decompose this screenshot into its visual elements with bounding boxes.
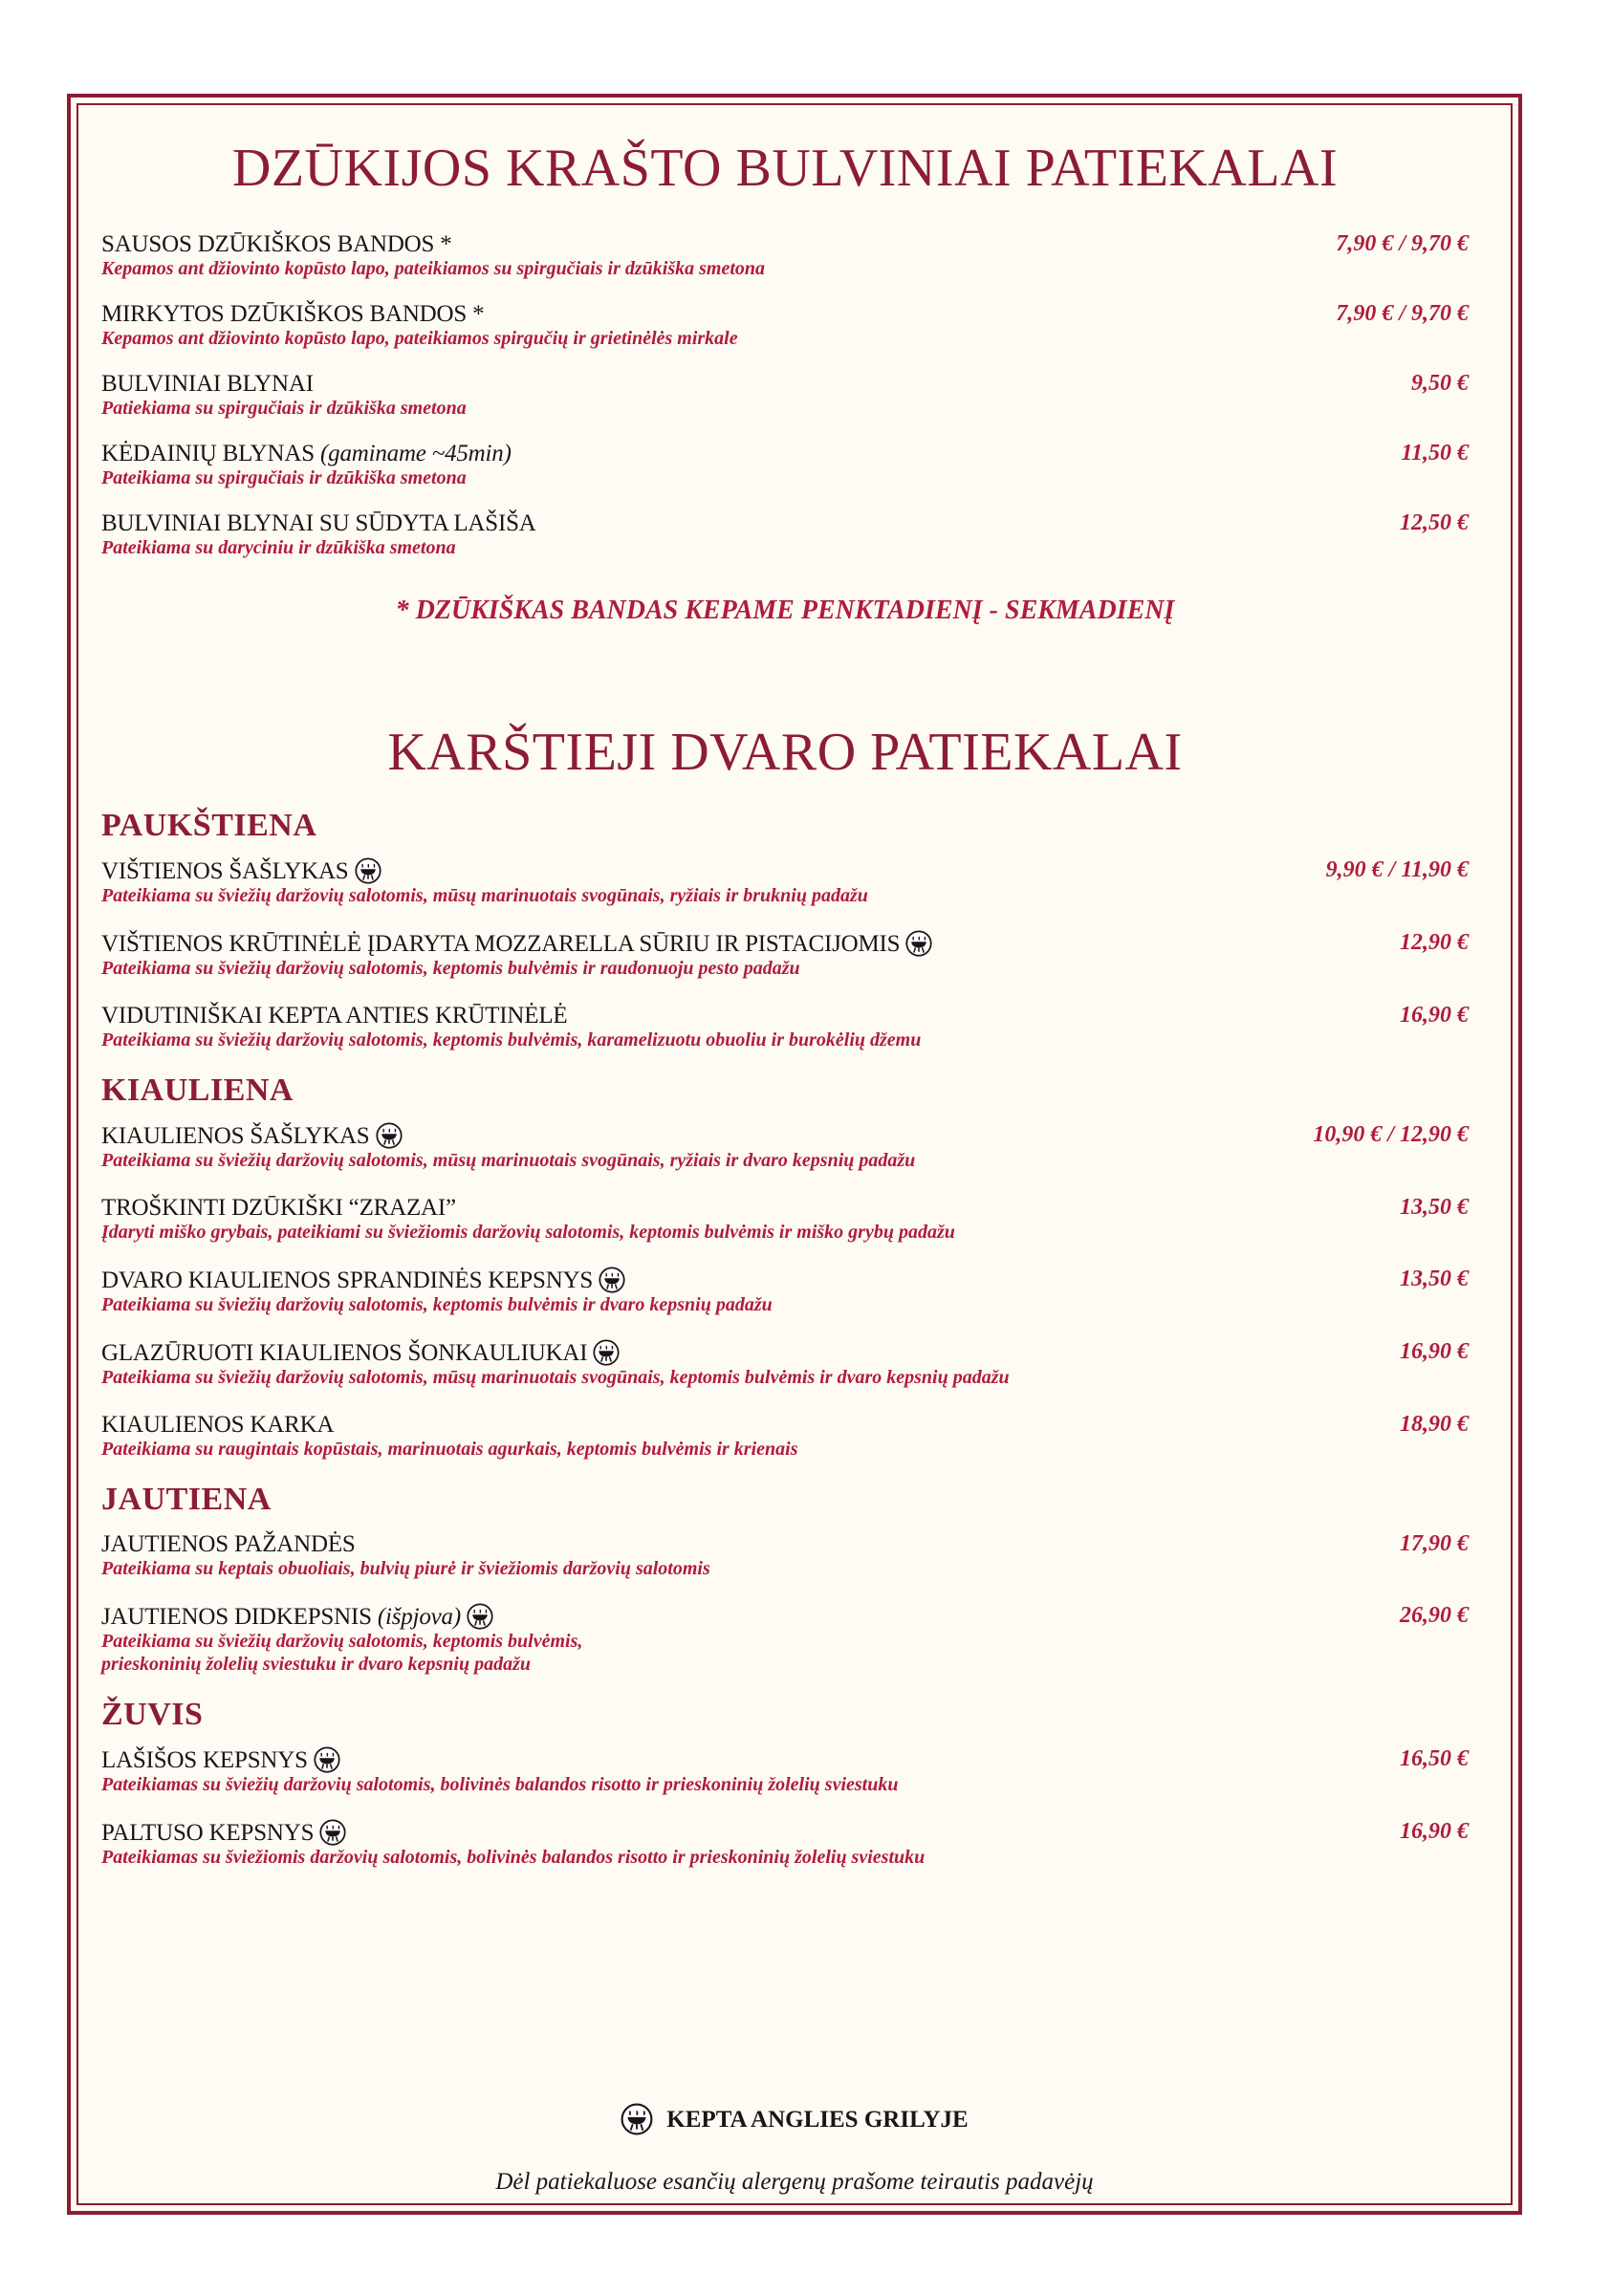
grill-icon (467, 1603, 493, 1630)
menu-item (101, 930, 1469, 980)
item-name (101, 1603, 1469, 1630)
menu-item (101, 1339, 1469, 1389)
item-name-text: JAUTIENOS PAŽANDĖS (101, 1531, 356, 1557)
item-price: 9,50 € (1411, 371, 1469, 396)
allergen-note: Dėl patiekaluose esančių alergenų prašome teirautis padavėjų (495, 2169, 1094, 2195)
item-price: 10,90 € / 12,90 € (1313, 1122, 1469, 1147)
item-description: Pateikiama su keptais obuoliais, bulvių piurė ir šviežiomis daržovių salotomis (101, 1558, 710, 1579)
item-name-text: TROŠKINTI DZŪKIŠKI “ZRAZAI” (101, 1195, 456, 1221)
menu-item (101, 1603, 1469, 1676)
menu-item (101, 301, 1469, 350)
item-name-text: VIŠTIENOS ŠAŠLYKAS (101, 858, 349, 884)
section-2-title: KARŠTIEJI DVARO PATIEKALAI (387, 723, 1183, 782)
item-price: 18,90 € (1400, 1412, 1469, 1437)
item-name-text: VIDUTINIŠKAI KEPTA ANTIES KRŪTINĖLĖ (101, 1003, 568, 1029)
category-title: ŽUVIS (101, 1697, 204, 1732)
item-price: 17,90 € (1400, 1531, 1469, 1556)
item-price: 16,90 € (1400, 1003, 1469, 1028)
menu-item (101, 1531, 1469, 1580)
item-name-text: KIAULIENOS KARKA (101, 1412, 335, 1438)
item-name-text: DVARO KIAULIENOS SPRANDINĖS KEPSNYS (101, 1267, 594, 1293)
item-name (101, 441, 1469, 466)
menu-item (101, 1819, 1469, 1869)
menu-item (101, 231, 1469, 280)
grill-icon (621, 2103, 653, 2135)
item-name-text: BULVINIAI BLYNAI (101, 371, 314, 397)
item-description: Kepamos ant džiovinto kopūsto lapo, pateikiamos su spirgučiais ir dzūkiška smetona (101, 258, 766, 279)
menu-category (101, 810, 1469, 1051)
menu-category (101, 1699, 1469, 1869)
item-name-text: BULVINIAI BLYNAI SU SŪDYTA LAŠIŠA (101, 510, 536, 536)
item-note: (gaminame ~45min) (320, 441, 512, 466)
item-name (101, 930, 1469, 957)
menu-item (101, 1746, 1469, 1796)
menu-item (101, 1003, 1469, 1051)
item-price: 13,50 € (1400, 1267, 1469, 1291)
item-price: 7,90 € / 9,70 € (1336, 231, 1469, 256)
item-price: 16,50 € (1400, 1746, 1469, 1771)
item-price: 9,90 € / 11,90 € (1325, 857, 1469, 882)
item-price: 12,90 € (1400, 930, 1469, 955)
menu-item (101, 441, 1469, 489)
grill-icon (593, 1339, 620, 1366)
item-name (101, 1746, 1469, 1773)
item-description: Pateikiama su raugintais kopūstais, marinuotais agurkais, keptomis bulvėmis ir krienais (101, 1439, 798, 1460)
menu-item (101, 1195, 1469, 1244)
item-name (101, 371, 1469, 397)
item-name-text: PALTUSO KEPSNYS (101, 1820, 315, 1846)
item-price: 26,90 € (1400, 1603, 1469, 1628)
item-price: 16,90 € (1400, 1339, 1469, 1364)
grill-icon (319, 1819, 346, 1846)
item-price: 12,50 € (1400, 510, 1469, 535)
menu-item (101, 1122, 1469, 1172)
item-description: Patiekiama su spirgučiais ir dzūkiška smetona (101, 398, 467, 419)
section-1-items (101, 231, 1469, 559)
menu-item (101, 1267, 1469, 1316)
section-2-categories (101, 810, 1469, 1869)
item-description: Pateikiama su šviežių daržovių salotomis, mūsų marinuotais svogūnais, ryžiais ir dvaro kepsnių padažu (101, 1150, 916, 1171)
item-price: 11,50 € (1401, 441, 1469, 466)
category-title: JAUTIENA (101, 1482, 272, 1517)
item-description: Įdaryti miško grybais, pateikiami su šviežiomis daržovių salotomis, keptomis bulvėmis ir miško grybų padažu (101, 1222, 955, 1243)
menu-content (101, 141, 1469, 1892)
item-description: Pateikiama su daryciniu ir dzūkiška smetona (101, 537, 456, 558)
section-hot-dishes (101, 723, 1469, 1869)
item-description: Pateikiama su šviežių daržovių salotomis, mūsų marinuotais svogūnais, ryžiais ir bruknių padažu (101, 885, 868, 906)
item-name (101, 1122, 1469, 1149)
item-price: 16,90 € (1400, 1819, 1469, 1844)
item-note: (išpjova) (377, 1604, 461, 1630)
item-name (101, 510, 1469, 536)
grill-icon (314, 1746, 340, 1773)
item-name-text: MIRKYTOS DZŪKIŠKOS BANDOS * (101, 301, 485, 327)
item-price: 13,50 € (1400, 1195, 1469, 1220)
item-name-text: JAUTIENOS DIDKEPSNIS (101, 1604, 372, 1630)
item-description: Kepamos ant džiovinto kopūsto lapo, pateikiamos spirgučių ir grietinėlės mirkale (101, 328, 738, 349)
section-potato-dishes (101, 141, 1469, 626)
item-name (101, 1412, 1469, 1438)
item-name-text: KIAULIENOS ŠAŠLYKAS (101, 1123, 370, 1149)
item-name (101, 1003, 1469, 1029)
menu-item (101, 510, 1469, 559)
item-name-text: GLAZŪRUOTI KIAULIENOS ŠONKAULIUKAI (101, 1340, 588, 1366)
item-description: Pateikiama su spirgučiais ir dzūkiška smetona (101, 467, 467, 488)
item-name (101, 1195, 1469, 1221)
item-name (101, 301, 1469, 327)
grill-icon (905, 930, 932, 957)
grill-icon (599, 1267, 625, 1293)
item-name (101, 1267, 1469, 1293)
item-name-text: LAŠIŠOS KEPSNYS (101, 1747, 308, 1773)
item-description: Pateikiama su šviežių daržovių salotomis, keptomis bulvėmis, prieskoninių žolelių sviestuku ir dvaro kepsnių padažu (101, 1631, 583, 1675)
menu-item (101, 371, 1469, 420)
item-price: 7,90 € / 9,70 € (1336, 301, 1469, 326)
item-name (101, 231, 1469, 257)
item-name (101, 857, 1469, 884)
menu-category (101, 1484, 1469, 1676)
grill-legend-label: KEPTA ANGLIES GRILYJE (666, 2107, 969, 2133)
menu-page (67, 94, 1522, 2215)
item-description: Pateikiamas su šviežių daržovių salotomis, bolivinės balandos risotto ir prieskoninių žolelių sviestuku (101, 1774, 899, 1795)
item-name-text: KĖDAINIŲ BLYNAS (101, 441, 315, 466)
item-description: Pateikiama su šviežių daržovių salotomis, keptomis bulvėmis ir dvaro kepsnių padažu (101, 1294, 773, 1315)
item-name (101, 1531, 1469, 1557)
section-1-title: DZŪKIJOS KRAŠTO BULVINIAI PATIEKALAI (231, 139, 1339, 198)
item-name (101, 1339, 1469, 1366)
item-name (101, 1819, 1469, 1846)
weekend-notice: * DZŪKIŠKAS BANDAS KEPAME PENKTADIENĮ - SEKMADIENĮ (395, 596, 1175, 625)
menu-item (101, 1412, 1469, 1461)
item-description: Pateikiama su šviežių daržovių salotomis, keptomis bulvėmis ir raudonuoju pesto padažu (101, 958, 800, 979)
grill-legend (71, 2103, 1518, 2135)
item-description: Pateikiama su šviežių daržovių salotomis, keptomis bulvėmis, karamelizuotu obuoliu ir burokėlių džemu (101, 1029, 922, 1051)
menu-category (101, 1074, 1469, 1461)
item-name-text: SAUSOS DZŪKIŠKOS BANDOS * (101, 231, 452, 257)
item-name-text: VIŠTIENOS KRŪTINĖLĖ ĮDARYTA MOZZARELLA SŪRIU IR PISTACIJOMIS (101, 931, 901, 957)
grill-icon (355, 857, 381, 884)
item-description: Pateikiama su šviežių daržovių salotomis, mūsų marinuotais svogūnais, keptomis bulvėmis ir dvaro kepsnių padažu (101, 1367, 1010, 1388)
category-title: PAUKŠTIENA (101, 808, 317, 843)
menu-item (101, 857, 1469, 907)
item-description: Pateikiamas su šviežiomis daržovių salotomis, bolivinės balandos risotto ir prieskoninių žolelių sviestuku (101, 1847, 926, 1868)
category-title: KIAULIENA (101, 1072, 294, 1108)
grill-icon (376, 1122, 403, 1149)
